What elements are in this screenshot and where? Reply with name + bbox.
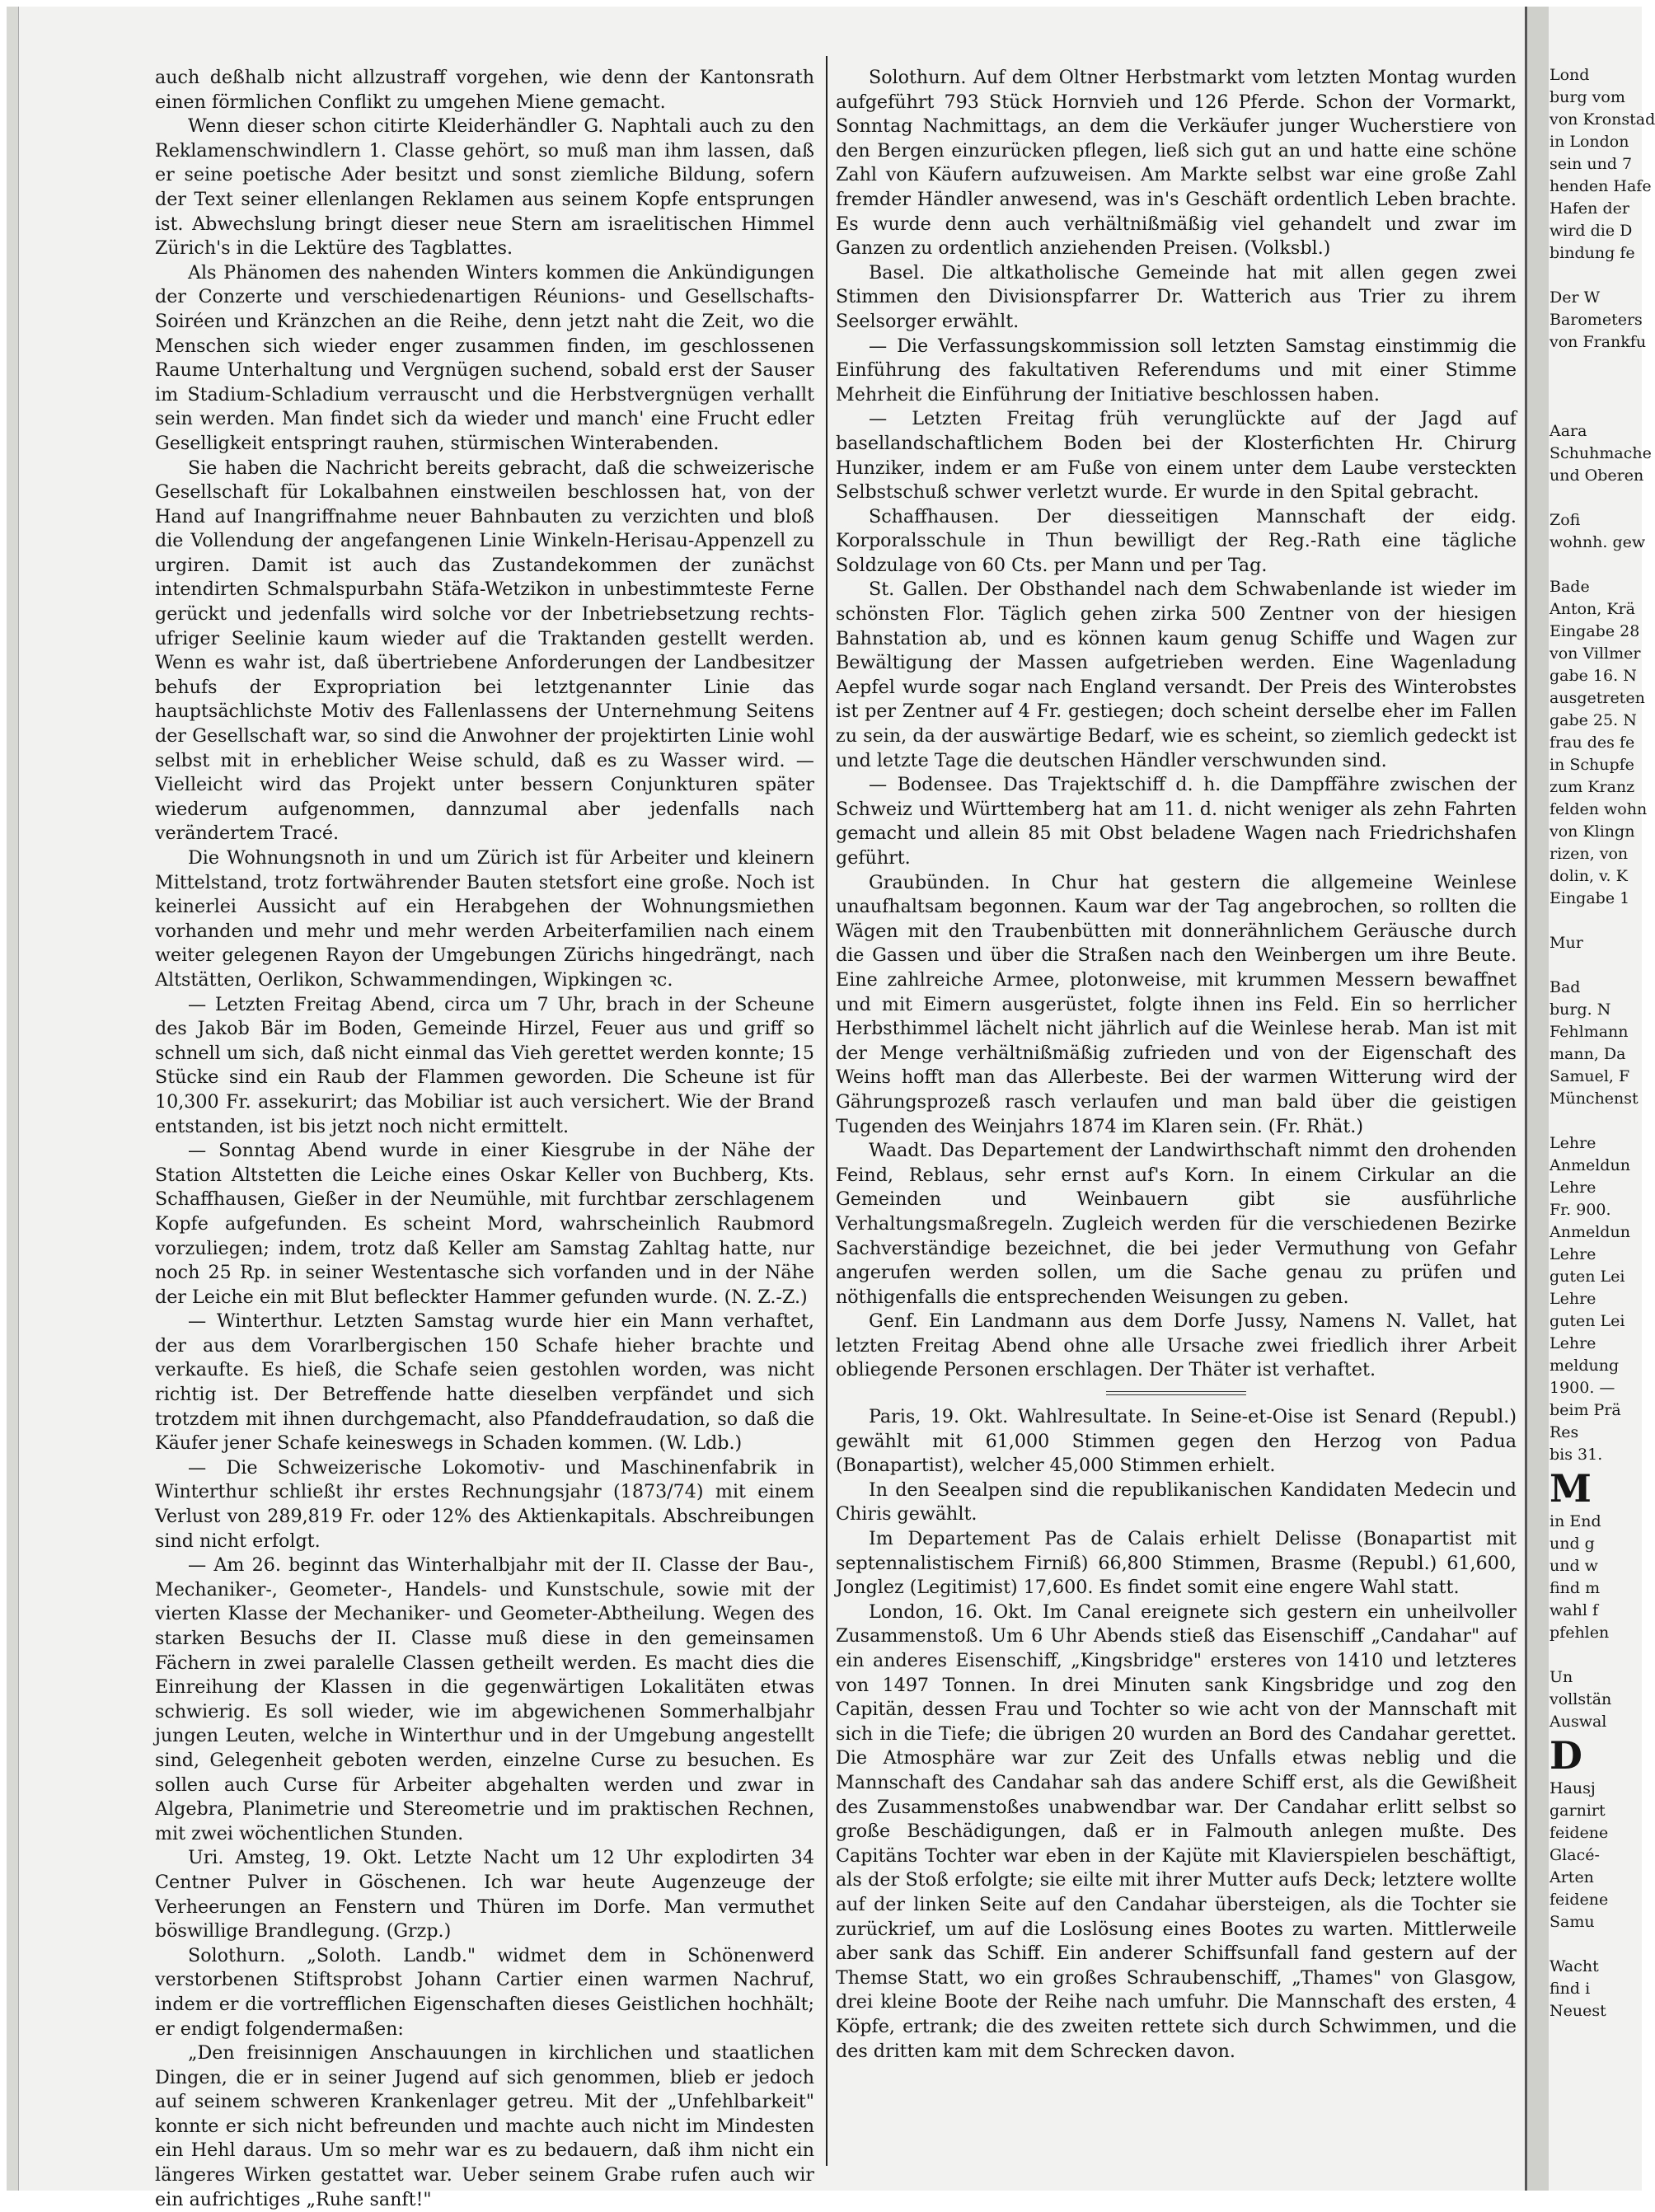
cutoff-line: in Schupfe [1550,756,1634,774]
cutoff-line: und g [1550,1535,1595,1553]
article-paragraph: St. Gallen. Der Obsthandel nach dem Schwabenlande ist wieder im schönsten Flor. Täglich gehen zirka 500 Zentner von der hiesigen Bahnstation ab, und es können kaum genug Schiffe und Wagen zur Bewältigung der Massen aufgetrieben werden. Eine Wagenladung Aepfel wurde sogar nach England versandt. Der Preis des Winterobstes ist per Zentner auf 4 Fr. gestiegen; doch scheint derselbe eher im Fallen zu sein, da der auswärtige Bedarf, wie es scheint, so ziemlich gedeckt ist und letzte Tage die deutschen Händler verschwunden sind. [836,579,1517,771]
cutoff-line: Lond [1550,66,1590,84]
article-paragraph: Basel. Die altkatholische Gemeinde hat mit allen gegen zwei Stimmen den Divisionspfarrer Dr. Watterich aus Trier zu ihrem Seelsorger erwählt. [836,261,1517,332]
article-paragraph: Als Phänomen des nahenden Winters kommen die Ankündigungen der Conzerte und verschiedenartigen Réunions- und Gesellschafts-Soiréen und Kränzchen an die Reihe, denn jetzt naht die Zeit, wo die Menschen sich wieder enger zusammen finden, im geschlossenen Raume Unterhaltung und Vergnügen suchend, sobald erst der Sauser im Stadium-Schladium verrauscht und die Herbstvergnügen verhallt sein werden. Man findet sich da wieder und manch' eine Frucht edler Geselligkeit entspringt rauhen, stürmischen Winterabenden. [155,261,814,454]
cutoff-line: Samuel, F [1550,1067,1630,1085]
cutoff-line [1550,1110,1642,1132]
cutoff-line [1550,1933,1642,1956]
cutoff-line: Anmeldun [1550,1156,1630,1174]
cutoff-line: von Villmer [1550,644,1641,663]
page-fold-gutter [1525,7,1549,2191]
cutoff-line: gabe 25. N [1550,711,1637,729]
cutoff-line: guten Lei [1550,1268,1625,1286]
page-binding-edge [7,7,19,2191]
article-paragraph: Die Wohnungsnoth in und um Zürich ist für Arbeiter und kleinern Mittelstand, trotz fortwährender Bauten stetsfort eine große. Noch ist keinerlei Aussicht auf ein Herabgehen der Wohnungsmiethen vorhanden und mehr und mehr werden Arbeiterfamilien nach einem weiter gelegenen Rayon der Umgebungen Zürichs hingedrängt, nach Altstätten, Oerlikon, Schwammendingen, Wipkingen ꝛc. [155,847,814,991]
cutoff-line: Bade [1550,578,1590,596]
cutoff-line: Un [1550,1668,1573,1686]
cutoff-line: burg vom [1550,88,1625,106]
article-paragraph: auch deßhalb nicht allzustraff vorgehen, wie denn der Kantonsrath einen förmlichen Conflikt zu umgehen Miene gemacht. [155,67,814,113]
cutoff-line: Hafen der [1550,199,1629,218]
cutoff-line: ausgetreten [1550,689,1645,707]
article-paragraph: Uri. Amsteg, 19. Okt. Letzte Nacht um 12 Uhr explodirten 34 Centner Pulver in Göschenen. Ich war heute Augenzeuge der Verheerungen an Fenstern und Thüren im Dorfe. Man vermuthet böswillige Brandlegung. (Grzp.) [155,1847,814,1943]
article-paragraph: Solothurn. Auf dem Oltner Herbstmarkt vom letzten Montag wurden aufgeführt 793 Stück Hornvieh und 126 Pferde. Schon der Vormarkt, Sonntag Nachmittags, an dem die Verkäufer junger Wucherstiere von den Bergen einzurücken pflegen, ließ sich gut an und hatte eine schöne Zahl von Käufern aufzuweisen. Am Markte selbst war eine große Zahl fremder Händler anwesend, was in's Geschäft ordentlich Leben brachte. Es wurde denn auch verhältnißmäßig viel gehandelt und zwar im Ganzen zu ordentlich anziehenden Preisen. (Volksbl.) [836,67,1517,260]
cutoff-line: Wacht [1550,1957,1599,1975]
cutoff-line: Fr. 900. [1550,1201,1611,1219]
cutoff-line: garnirt [1550,1802,1606,1820]
cutoff-line: find i [1550,1980,1591,1998]
article-paragraph: — Bodensee. Das Trajektschiff d. h. die Dampffähre zwischen der Schweiz und Württemberg hat am 11. d. nicht weniger als zehn Fahrten gemacht und allein 85 mit Obst beladene Wagen nach Friedrichshafen geführt. [836,774,1517,869]
cutoff-line: von Frankfu [1550,333,1647,351]
cutoff-line: Auswal [1550,1713,1607,1731]
article-paragraph: — Die Verfassungskommission soll letzten Samstag einstimmig die Einführung des fakultativen Referendums und mit einer Stimme Mehrheit die Einführung der Initiative beschlossen haben. [836,335,1517,405]
cutoff-line: mann, Da [1550,1045,1626,1063]
article-paragraph: — Letzten Freitag Abend, circa um 7 Uhr, brach in der Scheune des Jakob Bär im Boden, Gemeinde Hirzel, Feuer aus und griff so schnell um sich, daß nicht einmal das Vieh gerettet werden konnte; 15 Stücke sind ein Raub der Flammen geworden. Die Scheune ist für 10,300 Fr. assekurirt; das Mobiliar ist auch versichert. Wie der Brand entstanden, ist bis jetzt noch nicht ermittelt. [155,993,814,1137]
cutoff-line: Lehre [1550,1245,1596,1263]
cutoff-line: Schuhmache [1550,444,1652,462]
cutoff-line: find m [1550,1579,1601,1597]
cutoff-line: Glacé- [1550,1846,1600,1864]
cutoff-line: Samu [1550,1913,1595,1931]
cutoff-line: von Kronstad [1550,110,1655,129]
article-paragraph: Waadt. Das Departement der Landwirthschaft nimmt den drohenden Feind, Reblaus, sehr ernst auf's Korn. In einem Cirkular an die Gemeinden und Weinbauern gibt sie ausführliche Verhaltungsmaßregeln. Zugleich werden für die verschiedenen Bezirke Sachverständige bezeichnet, die bei jeder Vermuthung von Gefahr angerufen werden sollen, um die Sache genau zu prüfen und nöthigenfalls die entsprechenden Weisungen zu geben. [836,1140,1517,1308]
article-paragraph: — Winterthur. Letzten Samstag wurde hier ein Mann verhaftet, der aus dem Vorarlbergischen 150 Schafe hieher brachte und verkaufte. Es hieß, die Schafe seien gestohlen worden, was nicht richtig ist. Der Betreffende hatte dieselben verpfändet und sich trotzdem mit ihnen durchgemacht, also Pfanddefraudation, so daß die Käufer jener Schafe keineswegs in Schaden kommen. (W. Ldb.) [155,1310,814,1455]
cutoff-line: Neuest [1550,2002,1606,2020]
cutoff-line: wahl f [1550,1601,1598,1619]
cutoff-line: henden Hafe [1550,177,1652,195]
article-paragraph: Solothurn. „Soloth. Landb." widmet dem in Schönenwerd verstorbenen Stiftsprobst Johann Cartier einen warmen Nachruf, indem er die vortrefflichen Eigenschaften dieses Geistlichen hochhält; er endigt folgendermaßen: [155,1944,814,2040]
cutoff-line [1550,265,1642,287]
cutoff-line: 1900. — [1550,1379,1615,1397]
cutoff-line: feidene [1550,1824,1609,1842]
article-paragraph: Paris, 19. Okt. Wahlresultate. In Seine-et-Oise ist Senard (Republ.) gewählt mit 61,000 Stimmen gegen den Herzog von Padua (Bonapartist), welcher 45,000 Stimmen erhielt. [836,1406,1517,1477]
cutoff-line: frau des fe [1550,733,1635,752]
cutoff-line: und Oberen [1550,466,1644,485]
article-paragraph: Wenn dieser schon citirte Kleiderhändler G. Naphtali auch zu den Reklamenschwindlern 1. Classe gehört, so muß man ihm lassen, daß er seine poetische Ader besitzt und sonst ziemliche Bildung, sofern der Text seiner ellenlangen Reklamen aus seinem Kopfe entsprungen ist. Abwechslung bringt dieser neue Stern am israelitischen Himmel Zürich's in die Lektüre des Tagblattes. [155,115,814,260]
cutoff-line: Münchenst [1550,1090,1639,1108]
article-paragraph: Sie haben die Nachricht bereits gebracht, daß die schweizerische Gesellschaft für Lokalbahnen einstweilen beschlossen hat, von der Hand auf Inangriffnahme neuer Bahnbauten zu verzichten und bloß die Vollendung der angefangenen Linie Winkeln-Herisau-Appenzell zu urgiren. Damit ist auch das Zustandekommen der zunächst intendirten Schmalspurbahn Stäfa-Wetzikon in unbestimmteste Ferne gerückt und jedenfalls wird solche vor der Inbetriebsetzung rechts-ufriger Seelinie kaum wieder auf die Traktanden gestellt werden. Wenn es wahr ist, daß übertriebene Anforderungen der Landbesitzer behufs der Expropriation bei letztgenannter Linie das hauptsächlichste Motiv des Fallenlassens der Unternehmung Seitens der Gesellschaft war, so sind die Anwohner der projektirten Linie wohl selbst mit in erheblicher Weise schuld, daß es zu Wasser wird. — Vielleicht wird das Projekt unter bessern Conjunkturen später wiederum aufgenommen, dannzumal aber jedenfalls nach verändertem Tracé. [155,457,814,845]
cutoff-line: und w [1550,1557,1598,1575]
cutoff-line: Anmeldun [1550,1223,1630,1241]
cutoff-line: gabe 16. N [1550,667,1637,685]
cutoff-line: burg. N [1550,1001,1611,1019]
cutoff-line: Lehre [1550,1334,1596,1352]
article-paragraph: Graubünden. In Chur hat gestern die allgemeine Weinlese unaufhaltsam begonnen. Kaum war der Tag angebrochen, so rollten die Wägen mit den Traubenbütten mit donnerähnlichem Geräusche durch die Gassen und über die Straßen nach den Weinbergen um ihre Beute. Eine zahlreiche Armee, plotonweise, mit krummen Messern bewaffnet und mit Eimern ausgerüstet, folgte ihnen ins Feld. Ein so herrlicher Herbsthimmel lächelt nicht jährlich auf die Weinlese herab. Man ist mit der Menge verhältnißmäßig zufrieden und von der Eigenschaft des Weins hofft man das Allerbeste. Bei der warmen Witterung wird der Gährungsprozeß rasch verlaufen und man bald über die geistigen Tugenden des Weinjahrs 1874 im Klaren sein. (Fr. Rhät.) [836,871,1517,1137]
cutoff-line: Arten [1550,1868,1594,1886]
cutoff-line: Zofi [1550,511,1581,529]
cutoff-line: Anton, Krä [1550,600,1635,618]
cutoff-line: in End [1550,1512,1601,1530]
section-separator [1106,1391,1246,1395]
cutoff-line: Bad [1550,978,1581,996]
cutoff-line: beim Prä [1550,1401,1621,1419]
column-left [155,66,814,2212]
cutoff-line: Aara [1550,422,1587,440]
cutoff-line: von Klingn [1550,822,1635,841]
article-paragraph: Genf. Ein Landmann aus dem Dorfe Jussy, Namens N. Vallet, hat letzten Freitag Abend ohne alle Ursache zwei friedlich ihrer Arbeit obliegende Personen erschlagen. Der Thäter ist verhaftet. [836,1310,1517,1381]
article-paragraph: Schaffhausen. Der diesseitigen Mannschaft der eidg. Korporalsschule in Thun bewilligt der Reg.-Rath eine tägliche Soldzulage von 60 Cts. per Mann und per Tag. [836,505,1517,576]
article-paragraph: — Letzten Freitag früh verunglückte auf der Jagd auf basellandschaftlichem Boden bei der Klosterfichten Hr. Chirurg Hunziker, indem er am Fuße von einem unter dem Laube versteckten Selbstschuß schwer verletzt wurde. Er wurde in den Spital gebracht. [836,408,1517,504]
cutoff-line: Fehlmann [1550,1023,1629,1041]
article-paragraph: „Den freisinnigen Anschauungen in kirchlichen und staatlichen Dingen, die er in seiner Jugend auf sich genommen, blieb er jedoch auf seinem schweren Krankenlager getreu. Mit der „Unfehlbarkeit" konnte er sich nicht befreunden und machte auch nicht im Mindesten ein Hehl daraus. Um so mehr war es zu bedauern, daß ihm nicht ein längeres Wirken gestattet war. Ueber seinem Grabe rufen auch wir ein aufrichtiges „Ruhe sanft!" [155,2042,814,2210]
cutoff-line [1550,487,1642,509]
cutoff-line [1550,554,1642,576]
column-middle [836,66,1517,2064]
cutoff-line: Der W [1550,288,1601,307]
cutoff-line: in London [1550,133,1629,151]
cutoff-line [1550,376,1642,398]
cutoff-line: D [1550,1733,1582,1778]
cutoff-line: bindung fe [1550,244,1635,262]
cutoff-line: Lehre [1550,1179,1596,1197]
cutoff-line: rizen, von [1550,845,1629,863]
cutoff-line: zum Kranz [1550,778,1635,796]
cutoff-line: Res [1550,1423,1579,1441]
cutoff-line: wohnh. gew [1550,533,1646,551]
article-paragraph: London, 16. Okt. Im Canal ereignete sich gestern ein unheilvoller Zusammenstoß. Um 6 Uhr Abends stieß das Eisenschiff „Candahar" auf ein anderes Eisenschiff, „Kingsbridge" ersteres von 1410 und letzteres von 1497 Tonnen. In drei Minuten sank Kingsbridge und zog den Capitän, dessen Frau und Tochter so wie acht von der Mannschaft mit sich in die Tiefe; die übrigen 20 wurden an Bord des Candahar gerettet. Die Atmosphäre war zur Zeit des Unfalls etwas neblig und die Mannschaft des Candahar sah das andere Schiff erst, als die Gewißheit des Zusammenstoßes unabwendbar war. Der Candahar erlitt selbst so große Beschädigungen, daß er in Falmouth anlegen mußte. Des Capitäns Tochter war eben in der Kajüte mit Klavierspielen beschäftigt, als der Stoß erfolgte; sie eilte mit ihrer Mutter aufs Deck; letztere wollte auf der linken Seite auf den Candahar übersteigen, als die Tochter sie zurückrief, um auf die Loslösung eines Bootes zu warten. Mittlerweile aber sank das Schiff. Ein anderer Schiffsunfall fand gestern auf der Themse Statt, wo ein großes Schraubenschiff, „Thames" von Glasgow, drei kleine Boote der Reihe nach umfuhr. Die Mannschaft des ersten, 4 Köpfe, ertrank; die des zweiten rettete sich durch Schwimmen, und die des dritten kam mit dem Schrecken davon. [836,1600,1517,2062]
cutoff-line: Lehre [1550,1290,1596,1308]
article-paragraph: — Sonntag Abend wurde in einer Kiesgrube in der Nähe der Station Altstetten die Leiche eines Oskar Keller von Buchberg, Kts. Schaffhausen, Gießer in der Neumühle, mit furchtbar zerschlagenem Kopfe aufgefunden. Es scheint Mord, wahrscheinlich Raubmord vorzuliegen; indem, trotz daß Keller am Samstag Zahltag hatte, nur noch 25 Rp. in seiner Westentasche sich vorfanden und in der Nähe der Leiche ein mit Blut befleckter Hammer gefunden wurde. (N. Z.-Z.) [155,1140,814,1308]
cutoff-line: dolin, v. K [1550,867,1628,885]
cutoff-line [1550,954,1642,977]
cutoff-line: Lehre [1550,1134,1596,1152]
cutoff-line: meldung [1550,1357,1620,1375]
cutoff-line: felden wohn [1550,800,1648,818]
cutoff-line: feidene [1550,1891,1609,1909]
cutoff-line: Barometers [1550,311,1643,329]
foreign-news-section [836,1405,1517,2064]
article-paragraph: In den Seealpen sind die republikanischen Kandidaten Medecin und Chiris gewählt. [836,1479,1517,1525]
cutoff-line: pfehlen [1550,1624,1610,1642]
newspaper-page [7,7,1655,2210]
article-paragraph: — Die Schweizerische Lokomotiv- und Maschinenfabrik in Winterthur schließt ihr erstes Rechnungsjahr (1873/74) mit einem Verlust von 289,819 Fr. oder 12% des Aktienkapitals. Abschreibungen sind nicht erfolgt. [155,1456,814,1552]
article-paragraph: — Am 26. beginnt das Winterhalbjahr mit der II. Classe der Bau-, Mechaniker-, Geometer-, Handels- und Kunstschule, sowie mit der vierten Klasse der Mechaniker- und Geometer-Abtheilung. Wegen des starken Besuchs der II. Classe muß diese in den gemeinsamen Fächern in zwei paralelle Classen getheilt werden. Es macht dies die Einreihung der Klassen in die gegenwärtigen Lokalitäten etwas schwierig. Es soll wieder, wie im abgewichenen Sommerhalbjahr jungen Leuten, welche in Winterthur und in der Umgebung angestellt sind, Gelegenheit geboten werden, einzelne Curse zu besuchen. Es sollen auch Curse für Arbeiter abgehalten werden und zwar in Algebra, Planimetrie und Stereometrie und im praktischen Rechnen, mit zwei wöchentlichen Stunden. [155,1554,814,1844]
cutoff-line: Hausj [1550,1779,1596,1797]
cutoff-line [1550,354,1642,376]
cutoff-line: Eingabe 28 [1550,622,1640,640]
column-rule [826,56,828,2166]
swiss-news-section [836,66,1517,1383]
cutoff-line: M [1550,1466,1592,1511]
cutoff-line: Eingabe 1 [1550,889,1630,907]
adjacent-page-column [1550,64,1655,2022]
cutoff-line: wird die D [1550,222,1633,240]
article-paragraph: Im Departement Pas de Calais erhielt Delisse (Bonapartist mit septennalistischem Firniß) 66,800 Stimmen, Brasme (Republ.) 61,600, Jonglez (Legitimist) 17,600. Es findet somit eine engere Wahl statt. [836,1528,1517,1599]
cutoff-line [1550,1644,1642,1666]
cutoff-line: sein und 7 [1550,155,1633,173]
cutoff-line: bis 31. [1550,1446,1603,1464]
cutoff-line [1550,398,1642,420]
cutoff-line: Mur [1550,934,1583,952]
cutoff-line: vollstän [1550,1690,1612,1708]
cutoff-line [1550,910,1642,932]
cutoff-line: guten Lei [1550,1312,1625,1330]
